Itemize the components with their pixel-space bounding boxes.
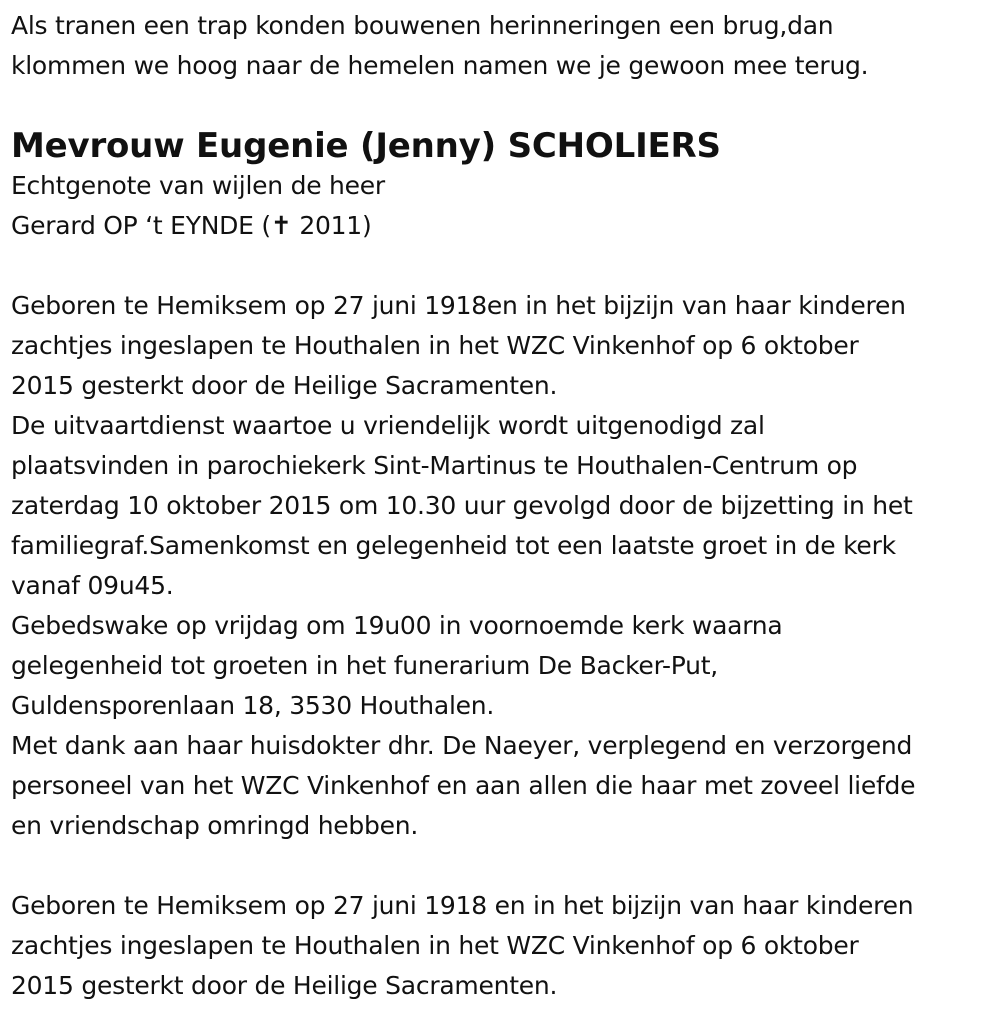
body-line: Guldensporenlaan 18, 3530 Houthalen. [11,691,495,720]
spacer [11,246,996,286]
spouse-line-1: Echtgenote van wijlen de heer [11,171,385,200]
body-line: zachtjes ingeslapen te Houthalen in het WZC Vinkenhof op 6 oktober [11,331,859,360]
body-line: Met dank aan haar huisdokter dhr. De Naeyer, verplegend en verzorgend [11,731,913,760]
body-text [11,286,996,846]
spouse-death-year: 2011) [291,211,372,240]
repeat-line: zachtjes ingeslapen te Houthalen in het WZC Vinkenhof op 6 oktober [11,931,859,960]
repeat-line: Geboren te Hemiksem op 27 juni 1918 en in het bijzijn van haar kinderen [11,891,914,920]
body-line: vanaf 09u45. [11,571,174,600]
spacer [11,86,996,126]
cross-icon: ✝ [270,211,292,240]
body-line: Gebedswake op vrijdag om 19u00 in voornoemde kerk waarna [11,611,783,640]
spacer [11,846,996,886]
obituary-document [11,6,996,1006]
body-line: zaterdag 10 oktober 2015 om 10.30 uur gevolgd door de bijzetting in het [11,491,913,520]
poem [11,6,996,86]
spouse-name: Gerard OP ‘t EYNDE ( [11,211,271,240]
body-line: plaatsvinden in parochiekerk Sint-Martinus te Houthalen-Centrum op [11,451,858,480]
body-line: 2015 gesterkt door de Heilige Sacramenten. [11,371,558,400]
body-line: familiegraf.Samenkomst en gelegenheid tot een laatste groet in de kerk [11,531,896,560]
deceased-name: Mevrouw Eugenie (Jenny) SCHOLIERS [11,126,721,166]
spouse-line-2 [11,206,996,246]
body-line: en vriendschap omringd hebben. [11,811,419,840]
body-line: De uitvaartdienst waartoe u vriendelijk wordt uitgenodigd zal [11,411,765,440]
body-line: gelegenheid tot groeten in het funerarium De Backer-Put, [11,651,718,680]
body-line: personeel van het WZC Vinkenhof en aan allen die haar met zoveel liefde [11,771,916,800]
poem-line: klommen we hoog naar de hemelen namen we je gewoon mee terug. [11,51,869,80]
repeat-line: 2015 gesterkt door de Heilige Sacramenten. [11,971,558,1000]
repeat-text [11,886,996,1006]
poem-line: Als tranen een trap konden bouwenen herinneringen een brug,dan [11,11,834,40]
body-line: Geboren te Hemiksem op 27 juni 1918en in het bijzijn van haar kinderen [11,291,906,320]
